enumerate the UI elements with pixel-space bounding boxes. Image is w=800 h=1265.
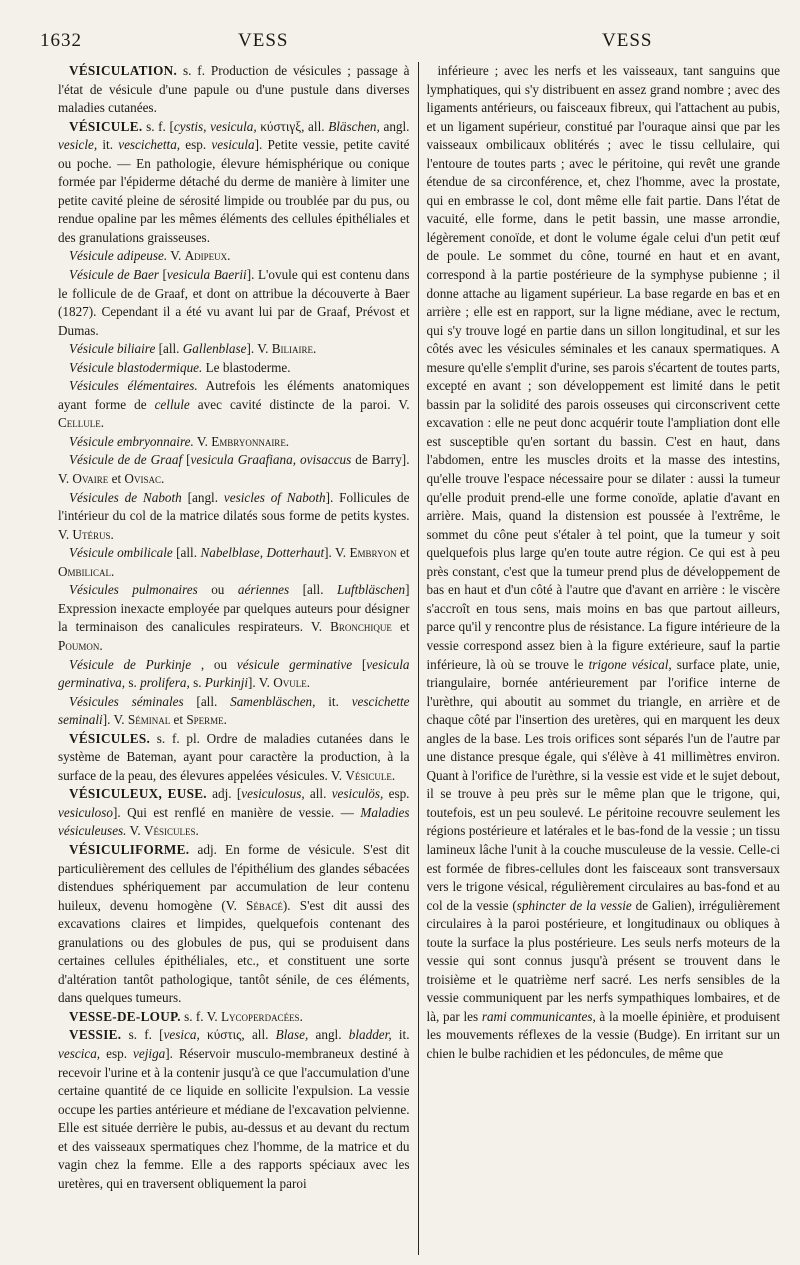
italic-term: Vésicules pulmonaires — [69, 582, 198, 598]
italic-term: vescichette seminali — [58, 693, 410, 728]
entry-paragraph — [58, 62, 410, 118]
column-rule — [418, 62, 419, 1255]
italic-term: Luftbläschen — [336, 582, 406, 598]
italic-term: vescichetta, — [118, 137, 181, 153]
right-running-head: VESS — [602, 30, 653, 51]
cross-reference: Poumon. — [58, 637, 103, 653]
entry-paragraph — [427, 62, 781, 1064]
italic-term: vesiculosus, — [241, 786, 305, 802]
italic-term: vesiculös, — [331, 786, 384, 802]
entry-text: esp. — [100, 1045, 134, 1061]
entry-text: ]. V. — [324, 545, 350, 561]
entry-text: esp. — [383, 786, 410, 802]
italic-term: Vésicule de de Graaf — [69, 452, 183, 468]
entry-text: [ — [182, 452, 191, 468]
entry-text: [all. — [289, 582, 337, 598]
running-header — [40, 30, 780, 56]
cross-reference: Biliaire. — [271, 341, 317, 357]
entry-text: ]. Qui est renflé en manière de vessie. — — [112, 804, 361, 820]
left-column — [58, 62, 410, 1255]
italic-term: Bläschen, — [328, 118, 380, 134]
italic-term: vesica, — [163, 1027, 200, 1043]
entry-text: V. — [126, 823, 144, 839]
entry-text: s. f. [ — [121, 1027, 164, 1043]
entry-paragraph — [58, 359, 410, 378]
italic-term: Gallenblase — [182, 341, 247, 357]
entry-paragraph — [58, 451, 410, 488]
entry-paragraph — [58, 1026, 410, 1193]
entry-text: et — [391, 619, 410, 635]
entry-text: ]. L'ovule qui est contenu dans le follicule de de Graaf, et dont on attribue la découverte à Baer (1827). Cependant il a été vu avant lui par de Graaf, Prévost et Dumas. — [58, 267, 410, 338]
entry-text: inférieure ; avec les nerfs et les vaisseaux, tant sanguins que lymphatiques, qui s'y distribuent en assez grand nombre ; avec des ligaments antérieurs, ou faisceaux fibreux, qui l'attachent au pubis, et un ligament supérieur, constitué par l'ouraque ainsi que par les vaisseaux ombilicaux oblitérés ; avec le tissu cellulaire, qui l'entoure de toutes parts ; avec le péritoine, qui revêt une grande étendue de sa circonférence, et, chez l'homme, avec la prostate, qui en embrasse le col, dont même elle fait partie. Dans l'état de vacuité, elle forme, dans le petit bassin, une masse arrondie, légèrement conoïde, et dont le volume égale celui d'un petit œuf de poule. Le sommet du cône, tourné en haut et en avant, correspond à la partie postérieure de la symphyse pubienne ; il donne attache au ligament supérieur. La base regarde en bas et en arrière ; elle est en rapport, sur la ligne médiane, avec le rectum, qui s'y trouve logé en partie dans un sillon longitudinal, et sur les côtés avec les vésicules séminales et les canaux spermatiques. A mesure qu'elle s'emplit d'urine, ses parois s'écartent de toutes parts, excepté en avant ; son développement est limité dans le petit bassin par la solidité des parois osseuses qui circonscrivent cette excavation : elle ne peut donc acquérir toute l'ampliation dont elle est susceptible qu'en sortant du bassin. C'est en haut, dans l'abdomen, entre les muscles droits et la masse des intestins, qu'elle trouve l'espace nécessaire pour se dilater : aussi la tumeur qu'elle produit prend-elle une forme conoïde, aplatie d'avant en arrière. Mais, quand la distension est poussée à l'extrême, le sommet du cône peut s'étaler à tel point, que la tumeur y soit quelquefois plus large qu'en toute autre région. Ce qui est à peu près constant, c'est que la tumeur prend plus de développement de bas en haut et d'un côté à l'autre que d'avant en arrière : le viscère s'accroît en tous sens, mais moins en bas que partout ailleurs, parce qu'il y rencontre plus de résistance. La figure intérieure de la vessie correspond assez bien à la figure extérieure, sauf la partie inférieure, là où se trouve le — [426, 63, 780, 672]
entry-paragraph — [58, 266, 410, 340]
italic-term: trigone vésical, — [588, 656, 672, 672]
italic-term: Vésicules de Naboth — [69, 489, 182, 505]
entry-headword: VÉSICULATION. — [69, 63, 178, 78]
entry-text: ]. V. — [102, 712, 128, 728]
italic-term: Vésicules séminales — [69, 693, 184, 709]
entry-text: s. f. [ — [142, 118, 174, 134]
entry-text: it. — [391, 1027, 410, 1043]
entry-paragraph — [58, 730, 410, 786]
entry-paragraph — [58, 118, 410, 248]
cross-reference: Utérus. — [72, 526, 114, 542]
entry-paragraph — [58, 433, 410, 452]
entry-text: [all. — [183, 693, 231, 709]
entry-paragraph — [58, 841, 410, 1008]
entry-headword: VÉSICULEUX, EUSE. — [69, 786, 207, 802]
entry-text: et — [108, 471, 125, 487]
page-number: 1632 — [40, 30, 82, 51]
entry-headword: VÉSICULES. — [69, 730, 151, 746]
entry-text: ]. Follicules de l'intérieur du col de la matrice dilatés sous forme de petits kystes. V. — [58, 489, 410, 542]
entry-paragraph — [58, 693, 410, 730]
italic-term: vesicula Graafiana, ovisaccus — [190, 452, 352, 468]
entry-text: all. — [304, 786, 332, 802]
italic-term: cystis, vesicula, — [173, 118, 257, 134]
entry-text: s. f. V. — [180, 1008, 221, 1024]
entry-text: esp. — [180, 137, 212, 153]
left-running-head: VESS — [238, 30, 289, 51]
entry-text: , ou — [191, 656, 237, 672]
cross-reference: Bronchique — [330, 619, 392, 635]
entry-text: et — [170, 712, 187, 728]
italic-term: vejiga — [133, 1045, 166, 1061]
entry-paragraph — [58, 785, 410, 841]
entry-paragraph — [58, 581, 410, 655]
italic-term: vesicle, — [58, 137, 98, 153]
cross-reference: Sperme. — [186, 712, 227, 728]
entry-text: s. f. pl. Ordre de maladies cutanées dans le système de Bateman, ayant pour caractère la production, à la surface de la peau, des élevures appelées vésicules. V. — [58, 730, 410, 783]
entry-text: κύστις, all. — [199, 1027, 276, 1043]
entry-paragraph — [58, 1008, 410, 1027]
italic-term: Blase, — [275, 1027, 309, 1043]
entry-text: adj. En forme de vésicule. S'est dit particulièrement des cellules de l'épithélium des glandes sébacées distendues sphériquement par accumulation de leur contenu huileux, devenu homogène (V. — [58, 841, 410, 913]
entry-text: ]. V. — [246, 341, 272, 357]
italic-term: vesicles of Naboth — [223, 489, 326, 505]
italic-term: Vésicule de Baer — [69, 267, 159, 283]
italic-term: Nabelblase, Dotterhaut — [200, 545, 325, 561]
entry-text: it. — [97, 137, 119, 153]
cross-reference: Ovisac. — [124, 471, 165, 487]
italic-term: Purkinji — [204, 675, 249, 691]
entry-paragraph — [58, 656, 410, 693]
italic-term: Vésicule de Purkinje — [69, 656, 192, 672]
cross-reference: Vésicules. — [143, 823, 199, 839]
text-columns — [58, 62, 780, 1255]
entry-text: surface plate, unie, triangulaire, bornée antérieurement par l'orifice interne de l'urèthre, qui aboutit au sommet du triangle, en arrière et de chaque côté par l'insertion des uretères, qui en marquent les deux angles de la base. Les trois orifices sont séparés l'un de l'autre par une distance presque égale, qui s'élève à 41 millimètres environ. Quant à l'orifice de l'urèthre, si la vessie est vide et le sujet debout, il se trouve à peu près sur le même plan que le trigone, qui, toutefois, est un peu soulevé. Le péritoine recouvre seulement les régions postérieure et latérales et le bas-fond de la vessie ; un tissu lamineux lâche l'unit à la couche musculeuse de la vessie. Celle-ci est formée de fibres-cellules dont les faisceaux sont transversaux vers le trigone vésical, régulièrement circulaires au bas-fond et au col de la vessie ( — [426, 656, 780, 913]
entry-text: [ — [352, 656, 367, 672]
entry-headword: VESSE-DE-LOUP. — [69, 1008, 181, 1024]
entry-text: angl. — [308, 1027, 349, 1043]
italic-term: bladder, — [348, 1027, 392, 1043]
cross-reference: Ovaire — [72, 471, 109, 487]
cross-reference: Embryon — [349, 545, 397, 561]
cross-reference: Lycoperdacées. — [221, 1008, 303, 1024]
italic-term: Vésicule embryonnaire. — [69, 433, 194, 449]
cross-reference: Ovule. — [273, 675, 311, 691]
entry-text: s. — [189, 675, 205, 691]
italic-term: Maladies vésiculeuses. — [58, 804, 410, 839]
entry-text: s. f. Production de vésicules ; passage à l'état de vésicule d'une papule ou d'une pustule dans diverses maladies cutanées. — [58, 63, 410, 116]
entry-text: s. — [125, 675, 141, 691]
italic-term: cellule — [154, 396, 190, 412]
entry-paragraph — [58, 377, 410, 433]
entry-text: [ — [158, 267, 167, 283]
cross-reference: Vésicule. — [345, 767, 396, 783]
entry-paragraph — [58, 544, 410, 581]
cross-reference: Ombilical. — [58, 563, 115, 579]
entry-paragraph — [58, 247, 410, 266]
entry-text: avec cavité distincte de la paroi. V. — [189, 396, 410, 412]
entry-headword: VÉSICULE. — [69, 118, 143, 134]
entry-text: [all. — [155, 341, 183, 357]
entry-paragraph — [58, 340, 410, 359]
entry-text: ]. Réservoir musculo-membraneux destiné à recevoir l'urine et à la contenir jusqu'à ce que l'accumulation d'une certaine quantité de ce liquide en sollicite l'expulsion. La vessie occupe les parties antérieure et médiane de l'excavation pelvienne. Elle est située derrière le pubis, au-dessus et au devant du rectum et des vaisseaux spermatiques chez l'homme, de la matrice et du vagin chez la femme. Elle a des rapports spéciaux avec les uretères, qui en traversent obliquement la paroi — [58, 1045, 410, 1191]
entry-text: de Barry]. V. — [58, 452, 410, 487]
italic-term: Vésicule biliaire — [69, 341, 156, 357]
entry-text: ]. V. — [248, 675, 274, 691]
italic-term: vesicula Baerii — [166, 267, 247, 283]
entry-text: de Galien), irrégulièrement circulaires à la paroi postérieure, et longitudinaux ou obliques à toute la surface la plus postérieure. Les seuls nerfs moteurs de la vessie qui sont connus jusqu'à présent se trouvent dans le troisième et le quatrième nerf sacré. Les nerfs sensibles de la vessie communiquent par les nerfs sympathiques lombaires, et de là, par les — [426, 897, 780, 1024]
italic-term: vesicula germinativa, — [58, 656, 410, 691]
cross-reference: Séminal — [127, 712, 171, 728]
italic-term: vésicule germinative — [236, 656, 353, 672]
entry-text: [angl. — [181, 489, 224, 505]
entry-headword: VESSIE. — [69, 1027, 122, 1043]
entry-text: ou — [197, 582, 238, 598]
cross-reference: Embryonnaire. — [211, 433, 290, 449]
entry-paragraph — [58, 489, 410, 545]
entry-text: V. — [167, 248, 185, 264]
italic-term: Vésicule ombilicale — [69, 545, 173, 561]
entry-text: ). S'est dit aussi des excavations claires et limpides, quelquefois contenant des granulations ou des globules de pus, qui se produisent dans certaines cellules épithéliales, etc., et constituent une sorte d'altération tantôt pathologique, tantôt sénile, de ces éléments, dans quelques tumeurs. — [58, 897, 410, 1006]
entry-text: angl. — [379, 118, 410, 134]
italic-term: Samenbläschen, — [230, 693, 316, 709]
italic-term: Vésicule blastodermique. — [69, 359, 203, 375]
italic-term: Vésicule adipeuse. — [69, 248, 168, 264]
right-column — [427, 62, 781, 1255]
entry-text: à la moelle épinière, et produisent les mouvements réflexes de la vessie (Budge). En irritant sur un chien le bulbe rachidien et les pédoncules, de même que — [426, 1008, 780, 1061]
entry-text: Autrefois les éléments anatomiques ayant forme de — [58, 378, 410, 412]
entry-text: ] Expression inexacte employée par quelques auteurs pour désigner la terminaison des canalicules respirateurs. V. — [58, 582, 410, 635]
italic-term: vescica, — [58, 1045, 101, 1061]
cross-reference: Adipeux. — [184, 248, 231, 264]
italic-term: rami communicantes, — [481, 1008, 596, 1024]
entry-text: κύστιγξ, all. — [256, 118, 329, 134]
entry-text: [all. — [172, 545, 201, 561]
entry-text: Le blastoderme. — [202, 359, 291, 375]
italic-term: vesiculoso — [58, 804, 113, 820]
cross-reference: Cellule. — [58, 415, 105, 431]
italic-term: aériennes — [237, 582, 290, 598]
entry-text: ]. Petite vessie, petite cavité ou poche. — En pathologie, élevure hémisphérique ou conique formée par l'épiderme détaché du derme de manière à limiter une petite cavité pleine de sérosité limpide ou troublée par du pus, ou rendue opaline par les mêmes éléments des cellules épithéliales et des granulations graisseuses. — [58, 137, 410, 245]
entry-headword: VÉSICULIFORME. — [69, 841, 190, 857]
entry-text: it. — [315, 693, 352, 709]
cross-reference: Sébacé — [246, 897, 283, 913]
italic-term: Vésicules élémentaires. — [69, 378, 198, 394]
italic-term: prolifera, — [140, 675, 190, 691]
entry-text: adj. [ — [206, 786, 242, 802]
italic-term: sphincter de la vessie — [516, 897, 632, 913]
italic-term: vesicula — [211, 137, 255, 153]
entry-text: et — [396, 545, 410, 561]
entry-text: V. — [193, 433, 212, 449]
